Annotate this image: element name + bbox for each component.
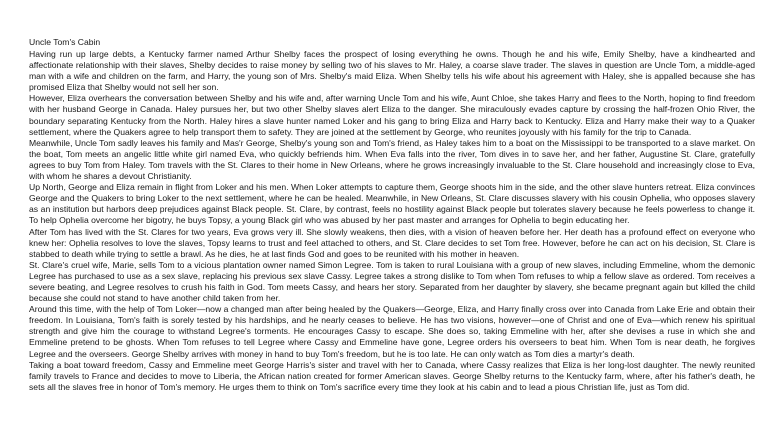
paragraph-8: Taking a boat toward freedom, Cassy and Emmeline meet George Harris's sister and travel with her to Canada, where Cassy realizes that Eliza is her long-lost daughter. The newly reunited family travels to France and decides to move to Liberia, the African nation created for former American slaves. George Shelby returns to the Kentucky farm, where, after his father's death, he sets all the slaves free in honor of Tom's memory. He urges them to think on Tom's sacrifice every time they look at his cabin and to lead a pious Christian life, just as Tom did. [29, 359, 755, 392]
paragraph-7: Around this time, with the help of Tom Loker—now a changed man after being healed by the Quakers—George, Eliza, and Harry finally cross over into Canada from Lake Erie and obtain their freedom. In Louisiana, Tom's faith is sorely tested by his hardships, and he nearly ceases to believe. He has two visions, however—one of Christ and one of Eva—which renew his spiritual strength and give him the courage to withstand Legree's torments. He encourages Cassy to escape. She does so, taking Emmeline with her, after she devises a ruse in which she and Emmeline pretend to be ghosts. When Tom refuses to tell Legree where Cassy and Emmeline have gone, Legree orders his overseers to beat him. When Tom is near death, he forgives Legree and the overseers. George Shelby arrives with money in hand to buy Tom's freedom, but he is too late. He can only watch as Tom dies a martyr's death. [29, 304, 755, 359]
document-title: Uncle Tom's Cabin [29, 37, 101, 47]
paragraph-6: St. Clare's cruel wife, Marie, sells Tom to a vicious plantation owner named Simon Legree. Tom is taken to rural Louisiana with a group of new slaves, including Emmeline, whom the demonic Legree has purchased to use as a sex slave, replacing his previous sex slave Cassy. Legree takes a strong dislike to Tom when Tom refuses to whip a fellow slave as ordered. Tom receives a severe beating, and Legree resolves to crush his faith in God. Tom meets Cassy, and hears her story. Separated from her daughter by slavery, she became pregnant again but killed the child because she could not stand to have another child taken from her. [29, 259, 755, 304]
document-page [29, 37, 755, 393]
paragraph-1: Having run up large debts, a Kentucky farmer named Arthur Shelby faces the prospect of losing everything he owns. Though he and his wife, Emily Shelby, have a kindhearted and affectionate relationship with their slaves, Shelby decides to raise money by selling two of his slaves to Mr. Haley, a coarse slave trader. The slaves in question are Uncle Tom, a middle-aged man with a wife and children on the farm, and Harry, the young son of Mrs. Shelby's maid Eliza. When Shelby tells his wife about his agreement with Haley, she is appalled because she has promised Eliza that Shelby would not sell her son. [29, 49, 755, 93]
paragraph-2: However, Eliza overhears the conversation between Shelby and his wife and, after warning Uncle Tom and his wife, Aunt Chloe, she takes Harry and flees to the North, hoping to find freedom with her husband George in Canada. Haley pursues her, but two other Shelby slaves alert Eliza to the danger. She miraculously evades capture by crossing the half-frozen Ohio River, the boundary separating Kentucky from the North. Haley hires a slave hunter named Loker and his gang to bring Eliza and Harry back to Kentucky. Eliza and Harry make their way to a Quaker settlement, where the Quakers agree to help transport them to safety. They are joined at the settlement by George, who reunites joyously with his family for the trip to Canada. [29, 93, 755, 137]
paragraph-3: Meanwhile, Uncle Tom sadly leaves his family and Mas'r George, Shelby's young son and Tom's friend, as Haley takes him to a boat on the Mississippi to be transported to a slave market. On the boat, Tom meets an angelic little white girl named Eva, who quickly befriends him. When Eva falls into the river, Tom dives in to save her, and her father, Augustine St. Clare, gratefully agrees to buy Tom from Haley. Tom travels with the St. Clares to their home in New Orleans, where he grows increasingly invaluable to the St. Clare household and increasingly close to Eva, with whom he shares a devout Christianity. [29, 137, 755, 182]
paragraph-5: After Tom has lived with the St. Clares for two years, Eva grows very ill. She slowly weakens, then dies, with a vision of heaven before her. Her death has a profound effect on everyone who knew her: Ophelia resolves to love the slaves, Topsy learns to trust and feel attached to others, and St. Clare decides to set Tom free. However, before he can act on his decision, St. Clare is stabbed to death while trying to settle a brawl. As he dies, he at last finds God and goes to be reunited with his mother in heaven. [29, 226, 755, 259]
paragraph-4: Up North, George and Eliza remain in flight from Loker and his men. When Loker attempts to capture them, George shoots him in the side, and the other slave hunters retreat. Eliza convinces George and the Quakers to bring Loker to the next settlement, where he can be healed. Meanwhile, in New Orleans, St. Clare discusses slavery with his cousin Ophelia, who opposes slavery as an institution but harbors deep prejudices against Black people. St. Clare, by contrast, feels no hostility against Black people but tolerates slavery because he feels powerless to change it. To help Ophelia overcome her bigotry, he buys Topsy, a young Black girl who was abused by her past master and arranges for Ophelia to begin educating her. [29, 182, 755, 226]
